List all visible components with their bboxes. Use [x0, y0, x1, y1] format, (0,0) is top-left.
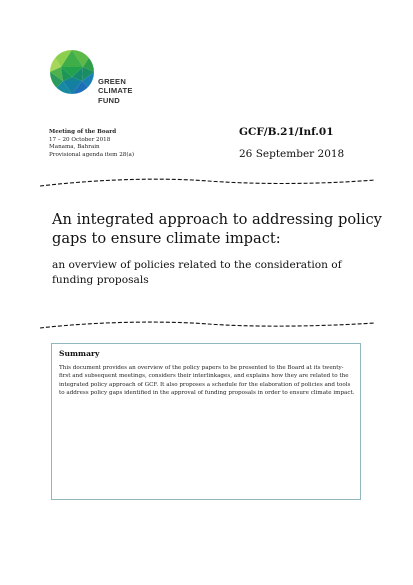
- meeting-title: Meeting of the Board: [49, 129, 117, 135]
- organization-name-line: FUND: [98, 95, 120, 105]
- document-reference: GCF/B.21/Inf.01: [239, 126, 334, 138]
- organization-name-line: GREEN: [98, 77, 127, 86]
- summary-heading: Summary: [59, 349, 100, 358]
- summary-body: This document provides an overview of the policy papers to be presented to the Board at its twenty-first and subsequent meetings, considers their interlinkages, and explains how they are related to the integrated policy approach of GCF. It also proposes a schedule for the elaboration of policies and tools to address policy gaps identified in the approval of funding proposals in order to ensure climate impact.: [59, 365, 355, 397]
- summary-box: [51, 343, 361, 500]
- meeting-info: [49, 129, 134, 159]
- document-date: 26 September 2018: [239, 148, 345, 160]
- gcf-globe-icon: [49, 47, 95, 97]
- document-title: An integrated approach to addressing policy gaps to ensure climate impact:: [52, 211, 382, 247]
- document-subtitle: an overview of policies related to the consideration of funding proposals: [52, 259, 342, 286]
- meeting-dates: 17 – 20 October 2018: [49, 136, 111, 143]
- wave-divider-top: [40, 177, 375, 189]
- meeting-agenda-item: Provisional agenda item 28(a): [49, 151, 135, 158]
- wave-divider-bottom: [40, 320, 375, 332]
- organization-name: [98, 77, 133, 105]
- organization-name-line: CLIMATE: [98, 86, 133, 96]
- meeting-location: Manama, Bahrain: [49, 144, 100, 151]
